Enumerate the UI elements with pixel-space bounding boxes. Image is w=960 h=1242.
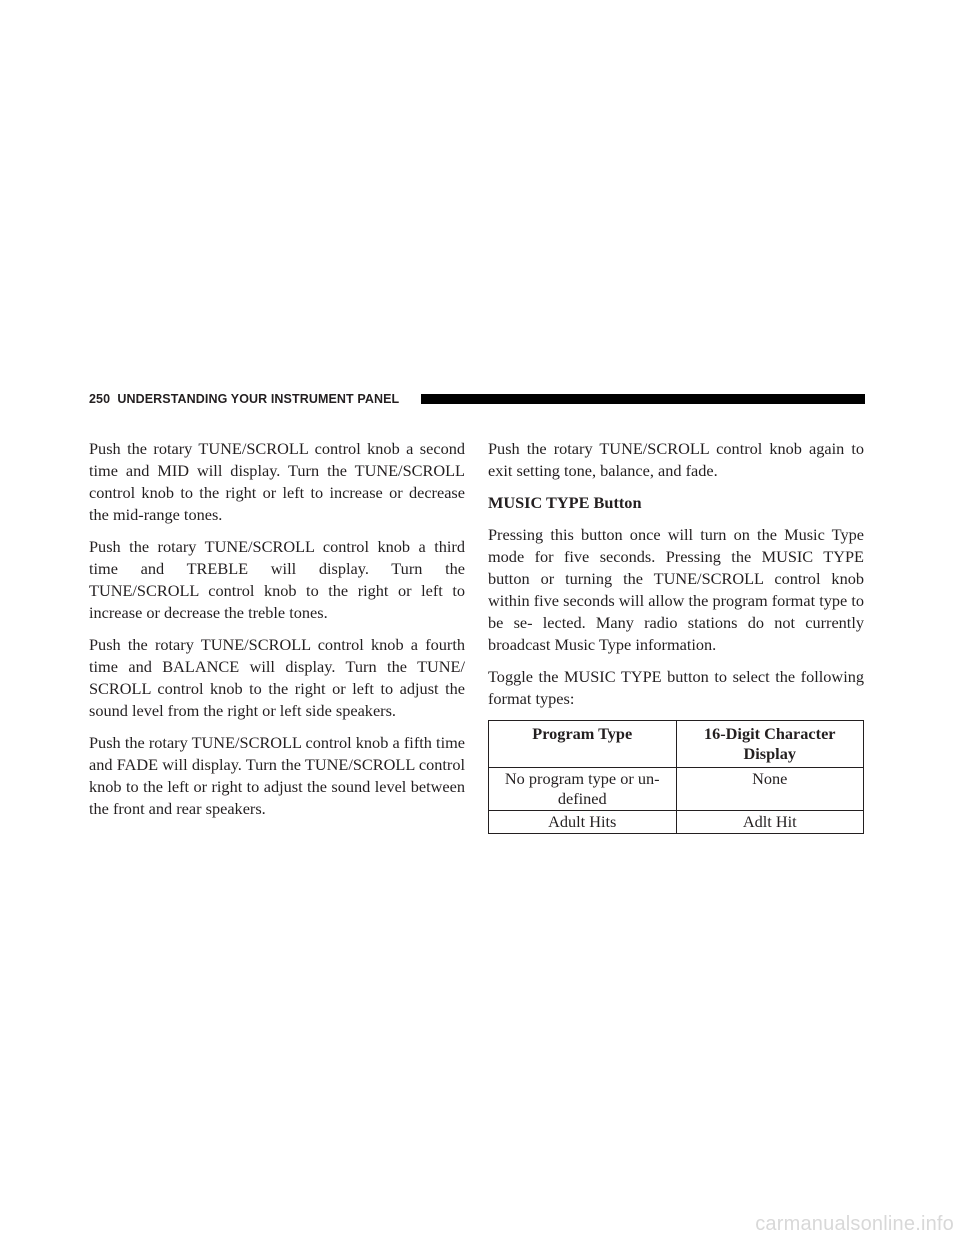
paragraph-balance: Push the rotary TUNE/SCROLL control knob a fourth time and BALANCE will display. Turn the TUNE/ SCROLL control knob to the right or left to adjust the sound level from the right or left side speakers. xyxy=(89,635,465,720)
table-header-program-type: Program Type xyxy=(489,721,677,768)
table-cell: None xyxy=(676,768,864,811)
table-cell: Adlt Hit xyxy=(676,811,864,834)
header-rule xyxy=(421,394,865,404)
table-header-character-display: 16-Digit Character Display xyxy=(676,721,864,768)
section-title: UNDERSTANDING YOUR INSTRUMENT PANEL xyxy=(117,392,400,406)
paragraph-exit: Push the rotary TUNE/SCROLL control knob again to exit setting tone, balance, and fade. xyxy=(488,439,864,480)
right-column xyxy=(488,438,864,834)
watermark: carmanualsonline.info xyxy=(755,1213,954,1235)
left-column xyxy=(89,438,465,830)
paragraph-music-type: Pressing this button once will turn on the Music Type mode for five seconds. Pressing the MUSIC TYPE button or turning the TUNE/SCROLL control knob within five seconds will allow the program format type to be se- lected. Many radio stations do not currently broadcast Music Type information. xyxy=(488,525,864,654)
table-row xyxy=(489,811,864,834)
paragraph-fade: Push the rotary TUNE/SCROLL control knob a fifth time and FADE will display. Turn the TUNE/SCROLL control knob to the left or right to adjust the sound level between the front and rear speakers. xyxy=(89,733,465,818)
table-cell: Adult Hits xyxy=(489,811,677,834)
paragraph-toggle: Toggle the MUSIC TYPE button to select the following format types: xyxy=(488,667,864,708)
table-cell: No program type or un- defined xyxy=(489,768,677,811)
music-type-heading: MUSIC TYPE Button xyxy=(488,493,642,512)
table-row xyxy=(489,768,864,811)
table-header-row xyxy=(489,721,864,768)
paragraph-mid: Push the rotary TUNE/SCROLL control knob a second time and MID will display. Turn the TUNE/SCROLL control knob to the right or left to increase or decrease the mid-range tones. xyxy=(89,439,465,524)
format-types-table xyxy=(488,720,864,834)
paragraph-treble: Push the rotary TUNE/SCROLL control knob a third time and TREBLE will display. Turn the TUNE/SCROLL control knob to the right or left to increase or decrease the treble tones. xyxy=(89,537,465,622)
page-header-text xyxy=(89,391,399,407)
page-header xyxy=(89,391,865,407)
page-number: 250 xyxy=(89,392,111,406)
